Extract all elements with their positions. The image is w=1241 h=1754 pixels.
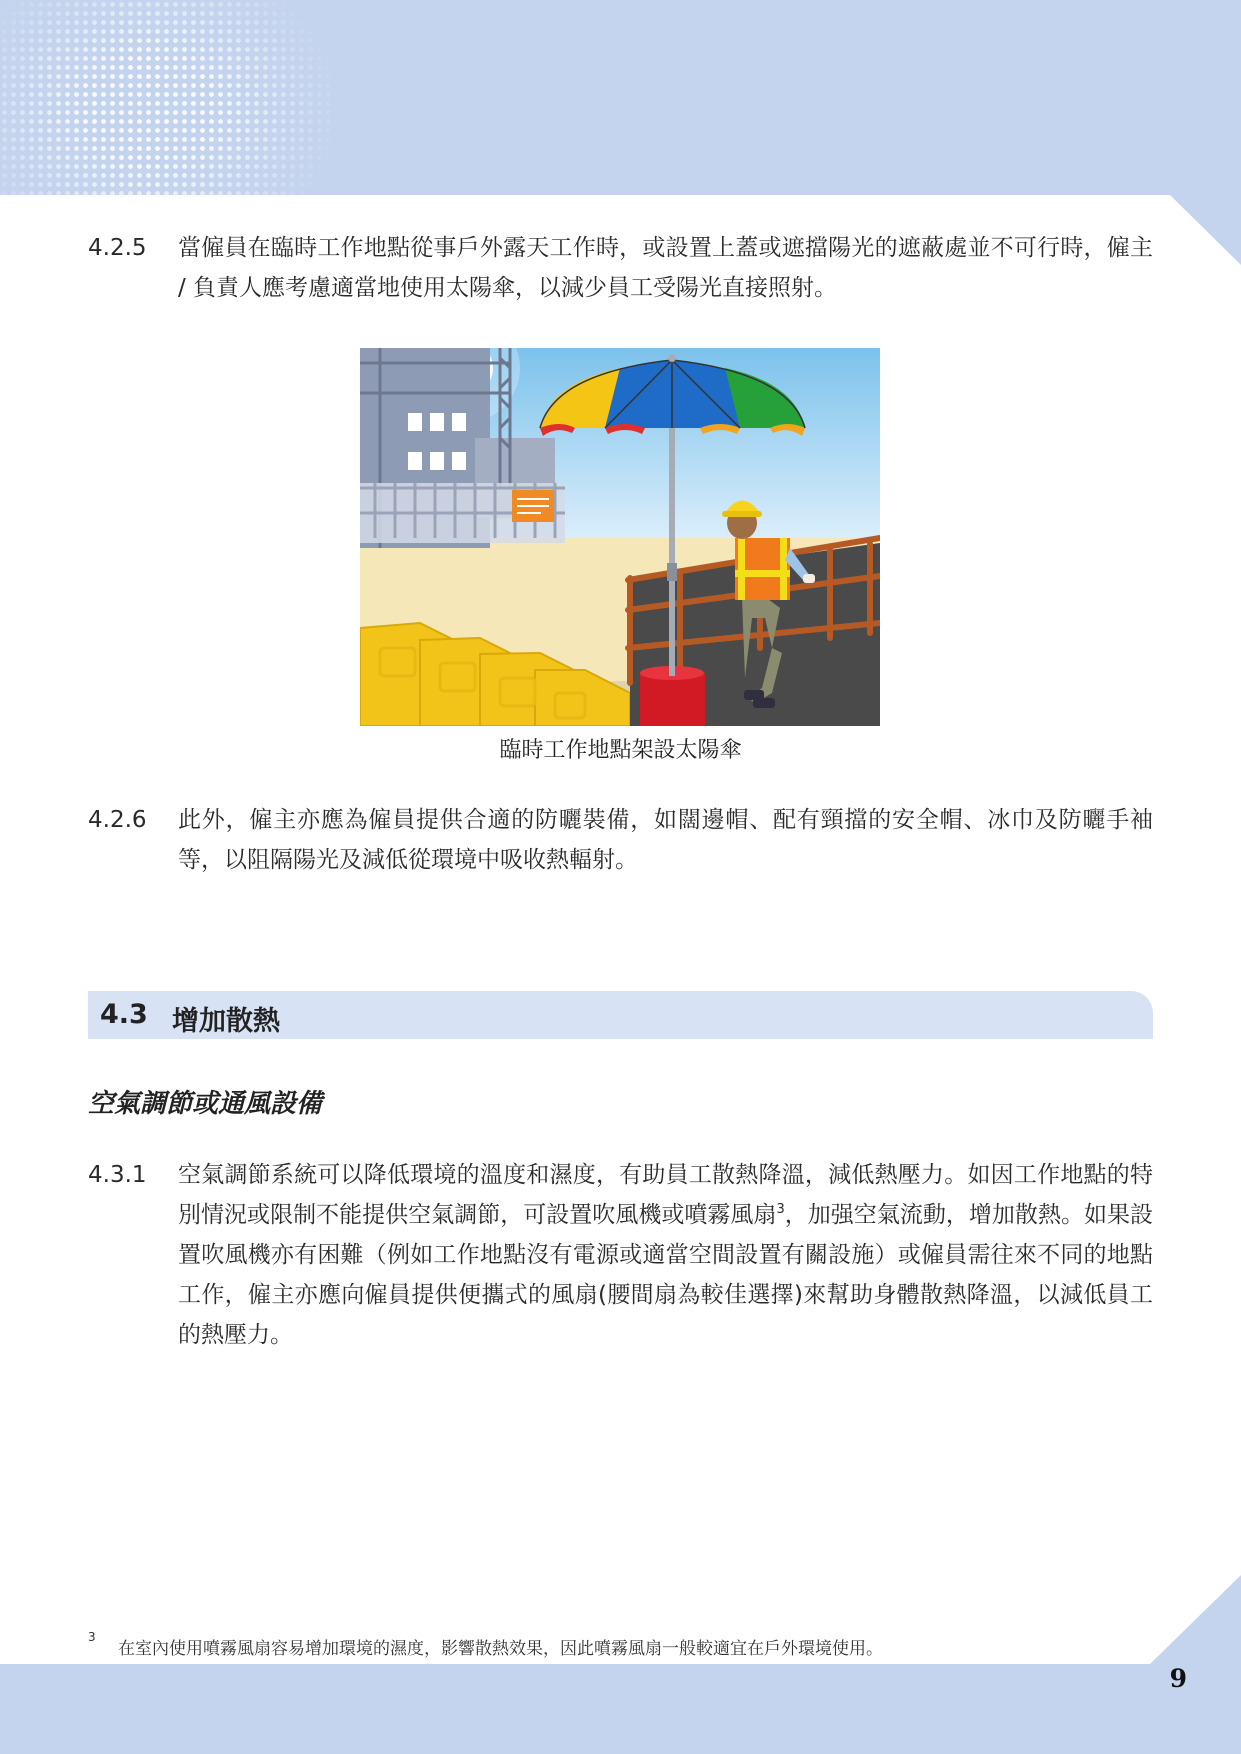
- page-number: 9: [1169, 1664, 1187, 1693]
- paragraph-number: 4.2.6: [88, 807, 147, 833]
- umbrella-illustration: [360, 348, 880, 726]
- footnote-text: 在室內使用噴霧風扇容易增加環境的濕度，影響散熱效果，因此噴霧風扇一般較適宜在戶外環境使用。: [118, 1639, 883, 1659]
- footnote-mark: 3: [88, 1630, 96, 1644]
- section-number: 4.3: [100, 999, 148, 1030]
- footnote: [88, 1630, 883, 1659]
- halftone-decoration: [0, 0, 330, 200]
- paragraph-text: [178, 1155, 1153, 1355]
- subheading: 空氣調節或通風設備: [88, 1089, 323, 1119]
- paragraph-4-2-5: [88, 228, 1153, 308]
- paragraph-text: 此外，僱主亦應為僱員提供合適的防曬裝備，如闊邊帽、配有頸擋的安全帽、冰巾及防曬手袖等，以阻隔陽光及減低從環境中吸收熱輻射。: [178, 807, 1153, 873]
- paragraph-number: 4.2.5: [88, 235, 147, 261]
- section-heading-bar: [88, 991, 1153, 1039]
- paragraph-4-3-1: [88, 1155, 1153, 1355]
- paragraph-text-part-a: 空氣調節系統可以降低環境的溫度和濕度，有助員工散熱降溫，減低熱壓力。如因工作地點的特別情況或限制不能提供空氣調節，可設置吹風機或噴霧風扇: [178, 1162, 1153, 1228]
- footnote-reference[interactable]: 3: [776, 1202, 785, 1217]
- figure-caption: 臨時工作地點架設太陽傘: [499, 738, 742, 763]
- paragraph-4-2-6: [88, 800, 1153, 880]
- paragraph-text-part-b: ，加强空氣流動，增加散熱。如果設置吹風機亦有困難（例如工作地點沒有電源或適當空間設置有關設施）或僱員需往來不同的地點工作，僱主亦應向僱員提供便攜式的風扇(腰間扇為較佳選擇)來幫助身體散熱降溫，以減低員工的熱壓力。: [178, 1202, 1154, 1348]
- paragraph-text: 當僱員在臨時工作地點從事戶外露天工作時，或設置上蓋或遮擋陽光的遮蔽處並不可行時，僱主 / 負責人應考慮適當地使用太陽傘，以減少員工受陽光直接照射。: [178, 235, 1153, 301]
- paragraph-number: 4.3.1: [88, 1162, 147, 1188]
- section-title: 增加散熱: [172, 1006, 280, 1037]
